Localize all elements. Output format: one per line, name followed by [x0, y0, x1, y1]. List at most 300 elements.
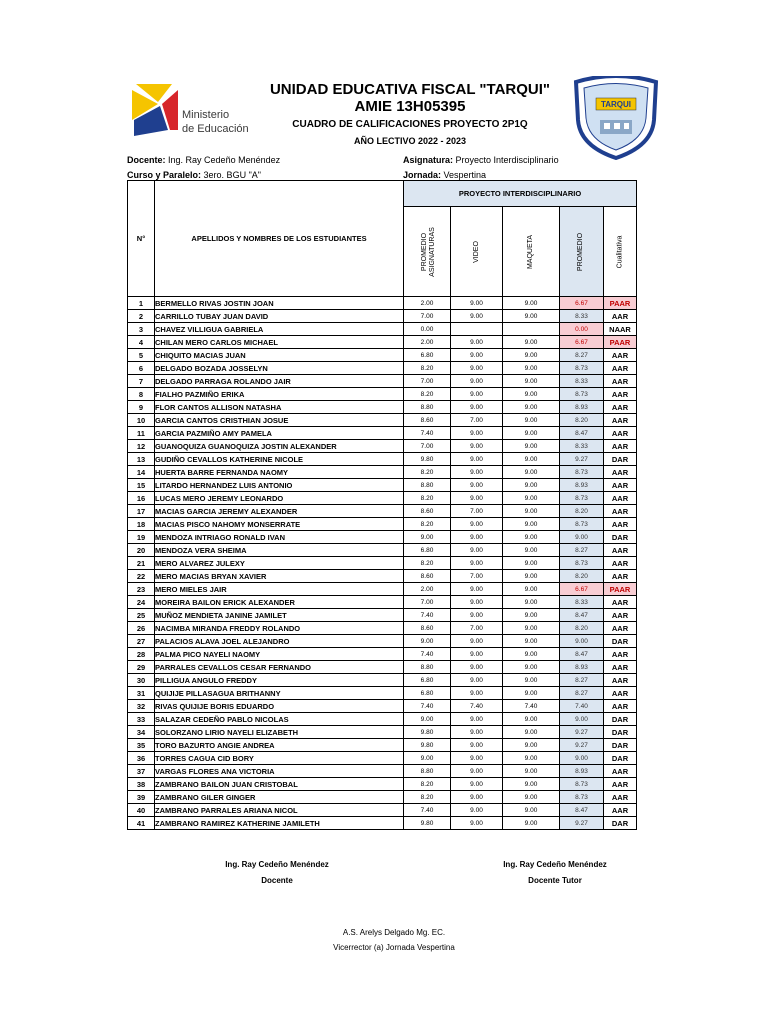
- student-name: ZAMBRANO RAMIREZ KATHERINE JAMILETH: [155, 817, 404, 830]
- school-name: UNIDAD EDUCATIVA FISCAL "TARQUI": [269, 81, 551, 98]
- cualitativa-grade: AAR: [604, 349, 637, 362]
- cualitativa-grade: AAR: [604, 544, 637, 557]
- row-number: 16: [128, 492, 155, 505]
- maqueta-grade: 9.00: [503, 752, 560, 765]
- cualitativa-grade: AAR: [604, 362, 637, 375]
- promedio-grade: 8.93: [560, 661, 604, 674]
- student-name: GARCIA CANTOS CRISTHIAN JOSUE: [155, 414, 404, 427]
- grades-table: [127, 180, 637, 830]
- cualitativa-grade: AAR: [604, 791, 637, 804]
- promedio-asignaturas: 8.20: [404, 362, 451, 375]
- promedio-asignaturas: 2.00: [404, 297, 451, 310]
- table-row: [128, 635, 637, 648]
- student-name: BERMELLO RIVAS JOSTIN JOAN: [155, 297, 404, 310]
- maqueta-grade: 9.00: [503, 531, 560, 544]
- cualitativa-grade: AAR: [604, 648, 637, 661]
- promedio-asignaturas: 6.80: [404, 674, 451, 687]
- maqueta-grade: 9.00: [503, 518, 560, 531]
- video-grade: 9.00: [451, 726, 503, 739]
- video-grade: 9.00: [451, 713, 503, 726]
- maqueta-grade: 9.00: [503, 414, 560, 427]
- maqueta-grade: 9.00: [503, 583, 560, 596]
- cualitativa-grade: AAR: [604, 661, 637, 674]
- table-row: [128, 544, 637, 557]
- maqueta-grade: 9.00: [503, 635, 560, 648]
- promedio-asignaturas: 9.00: [404, 635, 451, 648]
- row-number: 8: [128, 388, 155, 401]
- student-name: MENDOZA INTRIAGO RONALD IVAN: [155, 531, 404, 544]
- video-grade: 9.00: [451, 674, 503, 687]
- video-grade: 9.00: [451, 336, 503, 349]
- cualitativa-grade: AAR: [604, 596, 637, 609]
- signature-tutor-name: Ing. Ray Cedeño Menéndez: [503, 860, 607, 869]
- row-number: 37: [128, 765, 155, 778]
- report-title: CUADRO DE CALIFICACIONES PROYECTO 2P1Q: [292, 119, 528, 130]
- table-row: [128, 609, 637, 622]
- maqueta-grade: 9.00: [503, 479, 560, 492]
- maqueta-grade: 9.00: [503, 739, 560, 752]
- video-grade: 9.00: [451, 596, 503, 609]
- student-name: FIALHO PAZMIÑO ERIKA: [155, 388, 404, 401]
- promedio-grade: 8.73: [560, 466, 604, 479]
- promedio-asignaturas: 8.60: [404, 414, 451, 427]
- table-row: [128, 674, 637, 687]
- promedio-grade: 9.27: [560, 726, 604, 739]
- video-grade: 9.00: [451, 375, 503, 388]
- row-number: 26: [128, 622, 155, 635]
- video-grade: 7.00: [451, 570, 503, 583]
- promedio-asignaturas: 9.80: [404, 739, 451, 752]
- table-row: [128, 505, 637, 518]
- cualitativa-grade: DAR: [604, 635, 637, 648]
- promedio-grade: 8.73: [560, 791, 604, 804]
- cualitativa-grade: DAR: [604, 726, 637, 739]
- promedio-grade: 8.47: [560, 648, 604, 661]
- row-number: 5: [128, 349, 155, 362]
- row-number: 40: [128, 804, 155, 817]
- promedio-asignaturas: 7.00: [404, 440, 451, 453]
- table-row: [128, 557, 637, 570]
- video-grade: 9.00: [451, 739, 503, 752]
- student-name: MERO ALVAREZ JULEXY: [155, 557, 404, 570]
- student-name: LITARDO HERNANDEZ LUIS ANTONIO: [155, 479, 404, 492]
- cualitativa-grade: AAR: [604, 492, 637, 505]
- video-grade: 9.00: [451, 401, 503, 414]
- col-header-maqueta: MAQUETA: [503, 207, 560, 297]
- ministerio-line1: Ministerio: [182, 109, 230, 121]
- promedio-grade: 8.93: [560, 479, 604, 492]
- maqueta-grade: 9.00: [503, 336, 560, 349]
- promedio-asignaturas: 7.00: [404, 596, 451, 609]
- docente-label: Docente:: [127, 155, 166, 165]
- student-name: SOLORZANO LIRIO NAYELI ELIZABETH: [155, 726, 404, 739]
- table-row: [128, 752, 637, 765]
- promedio-asignaturas: 6.80: [404, 349, 451, 362]
- promedio-asignaturas: 8.20: [404, 557, 451, 570]
- promedio-grade: 8.47: [560, 804, 604, 817]
- col-header-promedio-asignaturas: [404, 207, 451, 297]
- promedio-grade: 8.93: [560, 765, 604, 778]
- student-name: MENDOZA VERA SHEIMA: [155, 544, 404, 557]
- cualitativa-grade: DAR: [604, 817, 637, 830]
- table-row: [128, 700, 637, 713]
- row-number: 1: [128, 297, 155, 310]
- maqueta-grade: 9.00: [503, 622, 560, 635]
- video-grade: 9.00: [451, 778, 503, 791]
- row-number: 2: [128, 310, 155, 323]
- cualitativa-grade: AAR: [604, 414, 637, 427]
- table-row: [128, 739, 637, 752]
- table-row: [128, 778, 637, 791]
- maqueta-grade: 9.00: [503, 453, 560, 466]
- maqueta-grade: 9.00: [503, 505, 560, 518]
- promedio-asignaturas: 8.60: [404, 622, 451, 635]
- tarqui-logo-text: TARQUI: [600, 100, 632, 109]
- promedio-grade: 8.47: [560, 609, 604, 622]
- maqueta-grade: 9.00: [503, 609, 560, 622]
- maqueta-grade: 9.00: [503, 310, 560, 323]
- row-number: 7: [128, 375, 155, 388]
- video-grade: 9.00: [451, 791, 503, 804]
- row-number: 11: [128, 427, 155, 440]
- maqueta-grade: 9.00: [503, 492, 560, 505]
- promedio-asignaturas: 7.00: [404, 310, 451, 323]
- promedio-asignaturas: 8.80: [404, 401, 451, 414]
- cualitativa-grade: AAR: [604, 570, 637, 583]
- table-row: [128, 804, 637, 817]
- video-grade: 7.00: [451, 505, 503, 518]
- table-row: [128, 492, 637, 505]
- promedio-asignaturas: 7.40: [404, 609, 451, 622]
- video-grade: 9.00: [451, 687, 503, 700]
- cualitativa-grade: AAR: [604, 388, 637, 401]
- row-number: 25: [128, 609, 155, 622]
- table-row: [128, 466, 637, 479]
- maqueta-grade: 9.00: [503, 297, 560, 310]
- cualitativa-grade: AAR: [604, 375, 637, 388]
- promedio-asignaturas: 8.20: [404, 778, 451, 791]
- table-row: [128, 388, 637, 401]
- maqueta-grade: 9.00: [503, 349, 560, 362]
- student-name: ZAMBRANO GILER GINGER: [155, 791, 404, 804]
- video-grade: 9.00: [451, 544, 503, 557]
- promedio-grade: 9.27: [560, 453, 604, 466]
- promedio-grade: 8.27: [560, 674, 604, 687]
- promedio-asignaturas: 2.00: [404, 583, 451, 596]
- promedio-asignaturas: 2.00: [404, 336, 451, 349]
- table-row: [128, 440, 637, 453]
- cualitativa-grade: AAR: [604, 479, 637, 492]
- row-number: 12: [128, 440, 155, 453]
- maqueta-grade: 9.00: [503, 557, 560, 570]
- promedio-grade: 8.33: [560, 596, 604, 609]
- col-header-promedio-asig-line2: ASIGNATURAS: [428, 226, 436, 277]
- maqueta-grade: 9.00: [503, 401, 560, 414]
- table-row: [128, 765, 637, 778]
- cualitativa-grade: AAR: [604, 557, 637, 570]
- student-name: TORRES CAGUA CID BORY: [155, 752, 404, 765]
- row-number: 17: [128, 505, 155, 518]
- video-grade: 9.00: [451, 752, 503, 765]
- video-grade: 9.00: [451, 362, 503, 375]
- promedio-grade: 8.47: [560, 427, 604, 440]
- table-row: [128, 648, 637, 661]
- cualitativa-grade: AAR: [604, 622, 637, 635]
- row-number: 32: [128, 700, 155, 713]
- cualitativa-grade: DAR: [604, 739, 637, 752]
- signature-tutor-role: Docente Tutor: [528, 876, 582, 885]
- row-number: 13: [128, 453, 155, 466]
- student-name: PARRALES CEVALLOS CESAR FERNANDO: [155, 661, 404, 674]
- row-number: 9: [128, 401, 155, 414]
- table-row: [128, 401, 637, 414]
- promedio-grade: 9.00: [560, 635, 604, 648]
- promedio-grade: 9.00: [560, 752, 604, 765]
- row-number: 33: [128, 713, 155, 726]
- col-header-number: N°: [128, 181, 155, 297]
- video-grade: 9.00: [451, 765, 503, 778]
- student-name: TORO BAZURTO ANGIE ANDREA: [155, 739, 404, 752]
- promedio-asignaturas: 9.00: [404, 713, 451, 726]
- table-row: [128, 297, 637, 310]
- table-row: [128, 349, 637, 362]
- col-header-promedio-asig-line1: PROMEDIO: [420, 232, 428, 271]
- promedio-asignaturas: 7.40: [404, 648, 451, 661]
- table-row: [128, 817, 637, 830]
- jornada-value: Vespertina: [443, 170, 487, 180]
- promedio-asignaturas: 8.20: [404, 518, 451, 531]
- cualitativa-grade: DAR: [604, 752, 637, 765]
- promedio-grade: 8.20: [560, 414, 604, 427]
- video-grade: 9.00: [451, 518, 503, 531]
- promedio-asignaturas: 8.20: [404, 388, 451, 401]
- maqueta-grade: 9.00: [503, 713, 560, 726]
- promedio-asignaturas: 9.80: [404, 817, 451, 830]
- maqueta-grade: 9.00: [503, 661, 560, 674]
- row-number: 39: [128, 791, 155, 804]
- promedio-grade: 8.20: [560, 622, 604, 635]
- cualitativa-grade: AAR: [604, 674, 637, 687]
- cualitativa-grade: DAR: [604, 713, 637, 726]
- row-number: 24: [128, 596, 155, 609]
- video-grade: [451, 323, 503, 336]
- student-name: PALACIOS ALAVA JOEL ALEJANDRO: [155, 635, 404, 648]
- promedio-asignaturas: 8.60: [404, 505, 451, 518]
- table-row: [128, 661, 637, 674]
- promedio-grade: 6.67: [560, 583, 604, 596]
- row-number: 34: [128, 726, 155, 739]
- cualitativa-grade: AAR: [604, 778, 637, 791]
- video-grade: 7.00: [451, 622, 503, 635]
- row-number: 10: [128, 414, 155, 427]
- promedio-asignaturas: 8.20: [404, 791, 451, 804]
- row-number: 4: [128, 336, 155, 349]
- cualitativa-grade: AAR: [604, 401, 637, 414]
- row-number: 31: [128, 687, 155, 700]
- group-header: PROYECTO INTERDISCIPLINARIO: [404, 181, 637, 207]
- row-number: 6: [128, 362, 155, 375]
- signature-vicerrector-name: A.S. Arelys Delgado Mg. EC.: [342, 928, 446, 937]
- student-name: MERO MIELES JAIR: [155, 583, 404, 596]
- promedio-grade: 6.67: [560, 336, 604, 349]
- maqueta-grade: 9.00: [503, 726, 560, 739]
- col-header-video: VIDEO: [451, 207, 503, 297]
- maqueta-grade: 9.00: [503, 466, 560, 479]
- video-grade: 9.00: [451, 648, 503, 661]
- student-name: GARCIA PAZMIÑO AMY PAMELA: [155, 427, 404, 440]
- student-name: MOREIRA BAILON ERICK ALEXANDER: [155, 596, 404, 609]
- promedio-asignaturas: 7.40: [404, 700, 451, 713]
- student-name: GUANOQUIZA GUANOQUIZA JOSTIN ALEXANDER: [155, 440, 404, 453]
- promedio-asignaturas: 9.00: [404, 752, 451, 765]
- student-name: HUERTA BARRE FERNANDA NAOMY: [155, 466, 404, 479]
- cualitativa-grade: DAR: [604, 531, 637, 544]
- asignatura-label: Asignatura:: [403, 155, 454, 165]
- promedio-asignaturas: 9.80: [404, 453, 451, 466]
- table-row: [128, 531, 637, 544]
- row-number: 23: [128, 583, 155, 596]
- row-number: 30: [128, 674, 155, 687]
- maqueta-grade: 9.00: [503, 440, 560, 453]
- promedio-grade: 8.33: [560, 440, 604, 453]
- video-grade: 9.00: [451, 583, 503, 596]
- cualitativa-grade: PAAR: [604, 336, 637, 349]
- student-name: FLOR CANTOS ALLISON NATASHA: [155, 401, 404, 414]
- student-name: MUÑOZ MENDIETA JANINE JAMILET: [155, 609, 404, 622]
- student-name: ZAMBRANO BAILON JUAN CRISTOBAL: [155, 778, 404, 791]
- promedio-grade: 8.27: [560, 544, 604, 557]
- jornada-info: [403, 170, 486, 180]
- promedio-grade: 8.73: [560, 388, 604, 401]
- video-grade: 9.00: [451, 817, 503, 830]
- student-name: GUDIÑO CEVALLOS KATHERINE NICOLE: [155, 453, 404, 466]
- row-number: 20: [128, 544, 155, 557]
- table-row: [128, 453, 637, 466]
- maqueta-grade: 9.00: [503, 544, 560, 557]
- student-name: RIVAS QUIJIJE BORIS EDUARDO: [155, 700, 404, 713]
- docente-info: [127, 155, 280, 165]
- school-year: AÑO LECTIVO 2022 - 2023: [353, 136, 467, 146]
- student-name: NACIMBA MIRANDA FREDDY ROLANDO: [155, 622, 404, 635]
- maqueta-grade: 9.00: [503, 375, 560, 388]
- video-grade: 9.00: [451, 609, 503, 622]
- promedio-grade: 8.20: [560, 570, 604, 583]
- table-row: [128, 427, 637, 440]
- table-row: [128, 414, 637, 427]
- cualitativa-grade: AAR: [604, 700, 637, 713]
- table-row: [128, 583, 637, 596]
- table-row: [128, 375, 637, 388]
- col-header-name: APELLIDOS Y NOMBRES DE LOS ESTUDIANTES: [155, 181, 404, 297]
- video-grade: 9.00: [451, 479, 503, 492]
- curso-info: [127, 170, 261, 180]
- table-row: [128, 570, 637, 583]
- table-row: [128, 713, 637, 726]
- video-grade: 9.00: [451, 440, 503, 453]
- curso-label: Curso y Paralelo:: [127, 170, 202, 180]
- video-grade: 9.00: [451, 804, 503, 817]
- promedio-grade: 8.27: [560, 349, 604, 362]
- table-row: [128, 336, 637, 349]
- table-row: [128, 323, 637, 336]
- cualitativa-grade: PAAR: [604, 297, 637, 310]
- table-row: [128, 726, 637, 739]
- promedio-grade: 9.00: [560, 531, 604, 544]
- curso-value: 3ero. BGU "A": [203, 170, 261, 180]
- cualitativa-grade: AAR: [604, 505, 637, 518]
- jornada-label: Jornada:: [403, 170, 442, 180]
- signature-docente-name: Ing. Ray Cedeño Menéndez: [225, 860, 329, 869]
- promedio-asignaturas: 8.20: [404, 492, 451, 505]
- student-name: LUCAS MERO JEREMY LEONARDO: [155, 492, 404, 505]
- row-number: 22: [128, 570, 155, 583]
- maqueta-grade: 9.00: [503, 804, 560, 817]
- promedio-grade: 9.27: [560, 817, 604, 830]
- cualitativa-grade: AAR: [604, 466, 637, 479]
- promedio-asignaturas: 9.00: [404, 531, 451, 544]
- maqueta-grade: 7.40: [503, 700, 560, 713]
- promedio-grade: 8.20: [560, 505, 604, 518]
- video-grade: 9.00: [451, 492, 503, 505]
- table-row: [128, 310, 637, 323]
- cualitativa-grade: AAR: [604, 440, 637, 453]
- row-number: 36: [128, 752, 155, 765]
- row-number: 41: [128, 817, 155, 830]
- table-row: [128, 596, 637, 609]
- maqueta-grade: [503, 323, 560, 336]
- cualitativa-grade: DAR: [604, 453, 637, 466]
- promedio-asignaturas: 6.80: [404, 687, 451, 700]
- student-name: QUIJIJE PILLASAGUA BRITHANNY: [155, 687, 404, 700]
- asignatura-value: Proyecto Interdisciplinario: [455, 155, 559, 165]
- student-name: MACIAS GARCIA JEREMY ALEXANDER: [155, 505, 404, 518]
- video-grade: 9.00: [451, 466, 503, 479]
- student-name: PILLIGUA ANGULO FREDDY: [155, 674, 404, 687]
- video-grade: 9.00: [451, 531, 503, 544]
- video-grade: 9.00: [451, 427, 503, 440]
- maqueta-grade: 9.00: [503, 570, 560, 583]
- promedio-asignaturas: 8.80: [404, 765, 451, 778]
- grade-rows: [128, 297, 637, 830]
- row-number: 18: [128, 518, 155, 531]
- promedio-asignaturas: 8.20: [404, 466, 451, 479]
- table-row: [128, 518, 637, 531]
- promedio-grade: 8.73: [560, 778, 604, 791]
- promedio-asignaturas: 7.40: [404, 804, 451, 817]
- cualitativa-grade: AAR: [604, 687, 637, 700]
- row-number: 28: [128, 648, 155, 661]
- promedio-grade: 8.73: [560, 362, 604, 375]
- row-number: 3: [128, 323, 155, 336]
- table-row: [128, 479, 637, 492]
- video-grade: 7.00: [451, 414, 503, 427]
- promedio-asignaturas: 8.80: [404, 479, 451, 492]
- maqueta-grade: 9.00: [503, 791, 560, 804]
- maqueta-grade: 9.00: [503, 388, 560, 401]
- row-number: 21: [128, 557, 155, 570]
- video-grade: 9.00: [451, 310, 503, 323]
- maqueta-grade: 9.00: [503, 648, 560, 661]
- video-grade: 9.00: [451, 635, 503, 648]
- promedio-grade: 8.27: [560, 687, 604, 700]
- table-row: [128, 362, 637, 375]
- table-row: [128, 687, 637, 700]
- row-number: 29: [128, 661, 155, 674]
- student-name: CARRILLO TUBAY JUAN DAVID: [155, 310, 404, 323]
- video-grade: 9.00: [451, 661, 503, 674]
- student-name: CHILAN MERO CARLOS MICHAEL: [155, 336, 404, 349]
- promedio-asignaturas: 8.80: [404, 661, 451, 674]
